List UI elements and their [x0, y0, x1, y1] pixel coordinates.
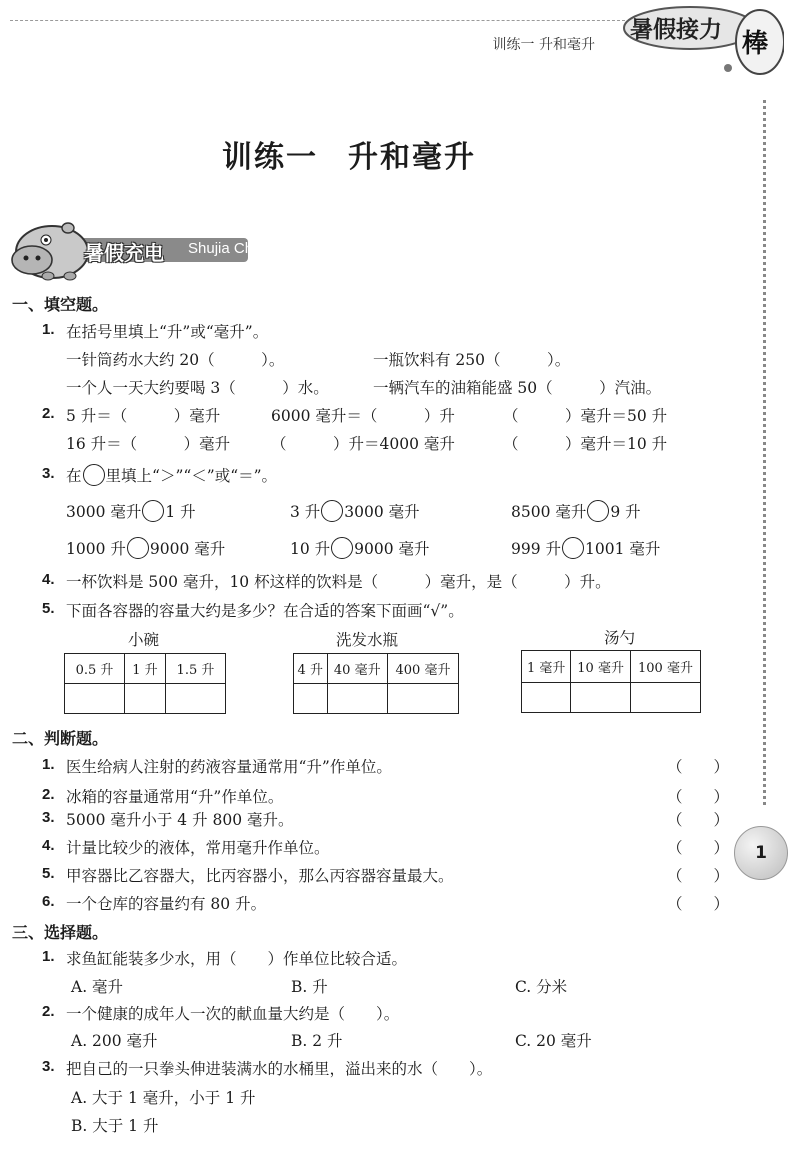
- question-text: 把自己的一只拳头伸进装满水的水桶里，溢出来的水（ ）。: [66, 1060, 493, 1078]
- compare-circle-icon: [83, 464, 105, 486]
- answer-paren[interactable]: （ ）: [667, 788, 730, 806]
- option-cell: 100 毫升: [630, 651, 700, 683]
- compare-circle-icon[interactable]: [562, 537, 584, 559]
- question-number: 1.: [42, 948, 55, 965]
- compare-item: 1000 升 9000 毫升: [66, 537, 225, 561]
- conversion-item: 16 升＝（ ）毫升: [66, 435, 231, 453]
- option-cell: 1 毫升: [522, 651, 571, 683]
- question-number: 3.: [42, 465, 55, 482]
- capacity-table-shampoo: [293, 653, 459, 714]
- section-heading-true-false: 二、判断题。: [12, 729, 109, 748]
- fill-item: 一个人一天大约要喝 3（ ）水。: [66, 379, 329, 397]
- section-heading-multiple-choice: 三、选择题。: [12, 923, 109, 942]
- compare-circle-icon[interactable]: [587, 500, 609, 522]
- question-number: 1.: [42, 321, 55, 338]
- answer-paren[interactable]: （ ）: [667, 867, 730, 885]
- page-title: 训练一 升和毫升: [222, 140, 476, 175]
- option-cell: 1 升: [125, 654, 166, 684]
- answer-cell[interactable]: [630, 683, 700, 713]
- option-cell: 4 升: [294, 654, 328, 684]
- fill-item: 一针筒药水大约 20（ ）。: [66, 351, 285, 369]
- question-number: 2.: [42, 786, 55, 803]
- compare-item: 10 升 9000 毫升: [290, 537, 430, 561]
- conversion-item: （ ）毫升＝10 升: [503, 435, 668, 453]
- question-number: 5.: [42, 865, 55, 882]
- question-number: 3.: [42, 1058, 55, 1075]
- compare-circle-icon[interactable]: [331, 537, 353, 559]
- margin-dotted-line: [763, 100, 766, 805]
- conversion-item: （ ）升＝4000 毫升: [271, 435, 455, 453]
- brand-logo: [622, 4, 784, 80]
- choice-option[interactable]: B. 2 升: [291, 1032, 343, 1050]
- judgment-text: 甲容器比乙容器大，比丙容器小，那么丙容器容量最大。: [66, 867, 454, 885]
- banner-title: 暑假充电: [84, 241, 164, 265]
- question-number: 2.: [42, 405, 55, 422]
- question-stem: 在 里填上“＞”“＜”或“＝”。: [66, 464, 277, 488]
- capacity-table-spoon: [521, 650, 701, 713]
- answer-cell[interactable]: [294, 684, 328, 714]
- question-number: 4.: [42, 837, 55, 854]
- answer-paren[interactable]: （ ）: [667, 839, 730, 857]
- header-breadcrumb: 训练一 升和毫升: [492, 37, 595, 53]
- answer-cell[interactable]: [388, 684, 459, 714]
- choice-option[interactable]: B. 升: [291, 978, 328, 996]
- question-number: 4.: [42, 571, 55, 588]
- answer-paren[interactable]: （ ）: [667, 811, 730, 829]
- hippo-mascot-icon: [8, 216, 92, 282]
- conversion-item: 5 升＝（ ）毫升: [66, 407, 221, 425]
- compare-item: 999 升 1001 毫升: [511, 537, 660, 561]
- option-cell: 400 毫升: [388, 654, 459, 684]
- question-text: 下面各容器的容量大约是多少？在合适的答案下面画“√”。: [66, 602, 464, 620]
- section-heading-fill-blank: 一、填空题。: [12, 295, 109, 314]
- compare-circle-icon[interactable]: [321, 500, 343, 522]
- answer-cell[interactable]: [522, 683, 571, 713]
- question-text: 一杯饮料是 500 毫升，10 杯这样的饮料是（ ）毫升，是（ ）升。: [66, 573, 611, 591]
- choice-option[interactable]: C. 20 毫升: [515, 1032, 592, 1050]
- answer-cell[interactable]: [327, 684, 388, 714]
- question-text: 一个健康的成年人一次的献血量大约是（ ）。: [66, 1005, 400, 1023]
- judgment-text: 一个仓库的容量约有 80 升。: [66, 895, 267, 913]
- svg-text:暑假接力: 暑假接力: [630, 17, 722, 43]
- fill-item: 一瓶饮料有 250（ ）。: [373, 351, 571, 369]
- fill-item: 一辆汽车的油箱能盛 50（ ）汽油。: [373, 379, 662, 397]
- answer-paren[interactable]: （ ）: [667, 895, 730, 913]
- answer-cell[interactable]: [165, 684, 225, 714]
- choice-option[interactable]: A. 大于 1 毫升，小于 1 升: [71, 1089, 256, 1107]
- table-caption: 洗发水瓶: [336, 631, 399, 649]
- capacity-table-bowl: [64, 653, 226, 714]
- compare-circle-icon[interactable]: [142, 500, 164, 522]
- conversion-item: （ ）毫升＝50 升: [503, 407, 668, 425]
- page-number-badge: 1: [734, 826, 788, 880]
- compare-item: 3000 毫升 1 升: [66, 500, 196, 524]
- option-cell: 0.5 升: [65, 654, 125, 684]
- option-cell: 1.5 升: [165, 654, 225, 684]
- compare-item: 8500 毫升 9 升: [511, 500, 641, 524]
- judgment-text: 计量比较少的液体，常用毫升作单位。: [66, 839, 330, 857]
- judgment-text: 医生给病人注射的药液容量通常用“升”作单位。: [66, 758, 392, 776]
- option-cell: 10 毫升: [571, 651, 631, 683]
- choice-option[interactable]: B. 大于 1 升: [71, 1117, 159, 1135]
- conversion-item: 6000 毫升＝（ ）升: [271, 407, 455, 425]
- question-text: 求鱼缸能装多少水，用（ ）作单位比较合适。: [66, 950, 408, 968]
- answer-paren[interactable]: （ ）: [667, 758, 730, 776]
- answer-cell[interactable]: [125, 684, 166, 714]
- compare-circle-icon[interactable]: [127, 537, 149, 559]
- table-caption: 小碗: [128, 631, 160, 649]
- header-divider: [10, 20, 625, 21]
- choice-option[interactable]: A. 毫升: [71, 978, 124, 996]
- svg-text:棒: 棒: [742, 29, 769, 59]
- option-cell: 40 毫升: [327, 654, 388, 684]
- question-number: 3.: [42, 809, 55, 826]
- question-number: 5.: [42, 600, 55, 617]
- table-caption: 汤勺: [604, 629, 636, 647]
- choice-option[interactable]: C. 分米: [515, 978, 568, 996]
- compare-item: 3 升 3000 毫升: [290, 500, 420, 524]
- judgment-text: 5000 毫升小于 4 升 800 毫升。: [66, 811, 294, 829]
- choice-option[interactable]: A. 200 毫升: [71, 1032, 158, 1050]
- answer-cell[interactable]: [65, 684, 125, 714]
- banner-pinyin: Shujia Chongdian: [188, 240, 307, 257]
- answer-cell[interactable]: [571, 683, 631, 713]
- judgment-text: 冰箱的容量通常用“升”作单位。: [66, 788, 284, 806]
- question-number: 1.: [42, 756, 55, 773]
- question-number: 6.: [42, 893, 55, 910]
- question-stem: 在括号里填上“升”或“毫升”。: [66, 323, 269, 341]
- question-number: 2.: [42, 1003, 55, 1020]
